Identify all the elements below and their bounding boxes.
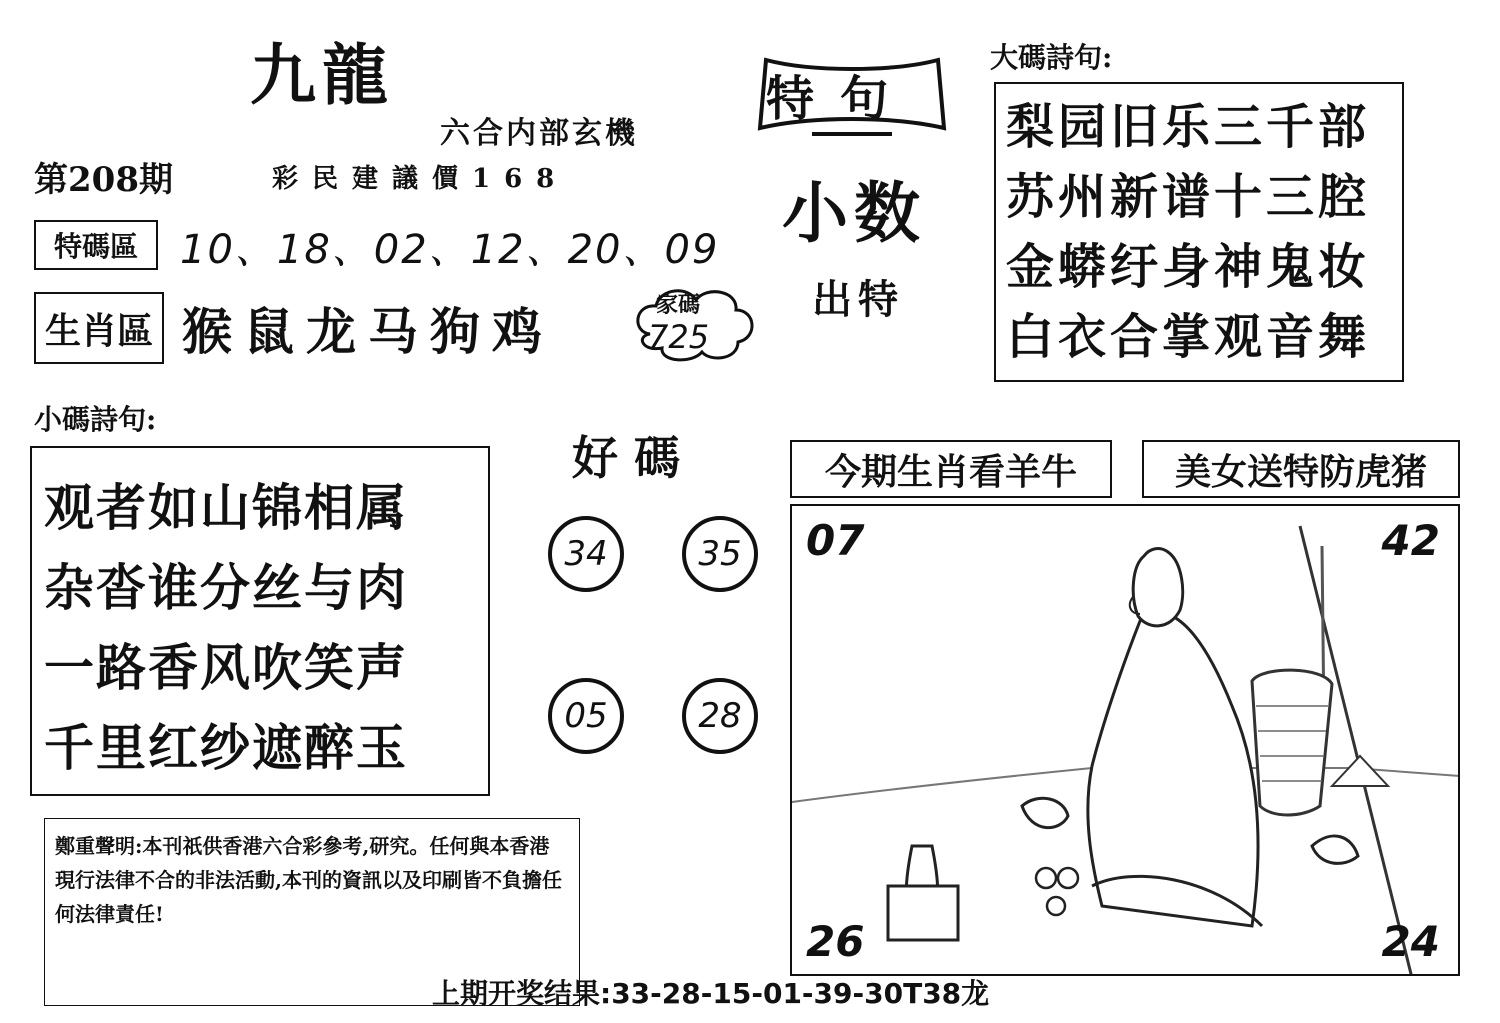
corner-number-bottom-left: 26 — [806, 917, 865, 966]
corner-number-top-right: 42 — [1381, 516, 1440, 565]
small-poem-line: 观者如山锦相属 — [44, 478, 408, 537]
zodiac-hint-left: 今期生肖看羊牛 — [790, 440, 1112, 498]
special-out: 出特 — [812, 276, 904, 323]
illustration-box — [790, 504, 1460, 976]
page-title: 九龍 — [250, 36, 394, 114]
bag-value: 725 — [648, 318, 710, 356]
issue-number: 第208期 — [34, 160, 173, 200]
big-poem-line: 苏州新谱十三腔 — [1006, 169, 1371, 225]
big-poem-line: 白衣合掌观音舞 — [1006, 309, 1371, 365]
tema-numbers: 10、18、02、12、20、09 — [180, 227, 720, 273]
zodiac-label: 生肖區 — [34, 292, 164, 364]
big-poem-label: 大碼詩句: — [990, 41, 1113, 74]
small-poem-line: 千里红纱遮醉玉 — [44, 718, 408, 777]
corner-number-top-left: 07 — [806, 516, 865, 565]
big-poem-line: 梨园旧乐三千部 — [1006, 99, 1371, 155]
good-number: 35 — [682, 516, 758, 592]
small-number-title: 小数 — [782, 174, 926, 252]
tema-label: 特碼區 — [34, 220, 158, 270]
last-draw-result: 上期开奖结果:33-28-15-01-39-30T38龙 — [432, 977, 990, 1010]
small-poem-label: 小碼詩句: — [34, 403, 157, 436]
big-poem-box — [994, 82, 1404, 382]
good-number: 28 — [682, 678, 758, 754]
seated-monk-illustration-icon — [792, 506, 1460, 976]
zodiac-hint-right: 美女送特防虎猪 — [1142, 440, 1460, 498]
bag-title: 家碼 — [656, 292, 701, 318]
price-label: 彩民建議價168 — [272, 164, 569, 194]
disclaimer-text: 鄭重聲明:本刊祇供香港六合彩參考,研究。任何與本香港現行法律不合的非法活動,本刊的資訊以及印刷皆不負擔任何法律責任! — [55, 834, 562, 926]
special-title: 特句 — [766, 71, 915, 127]
small-poem-box — [30, 446, 490, 796]
good-number: 05 — [548, 678, 624, 754]
page-subtitle: 六合内部玄機 — [440, 116, 638, 151]
good-numbers-title: 好碼 — [572, 431, 696, 485]
zodiac-animals: 猴鼠龙马狗鸡 — [182, 302, 554, 361]
small-poem-line: 一路香风吹笑声 — [44, 638, 408, 697]
big-poem-line: 金蟒纡身神鬼妆 — [1006, 239, 1371, 295]
corner-number-bottom-right: 24 — [1381, 917, 1440, 966]
small-poem-line: 杂沓谁分丝与肉 — [44, 558, 408, 617]
good-number: 34 — [548, 516, 624, 592]
